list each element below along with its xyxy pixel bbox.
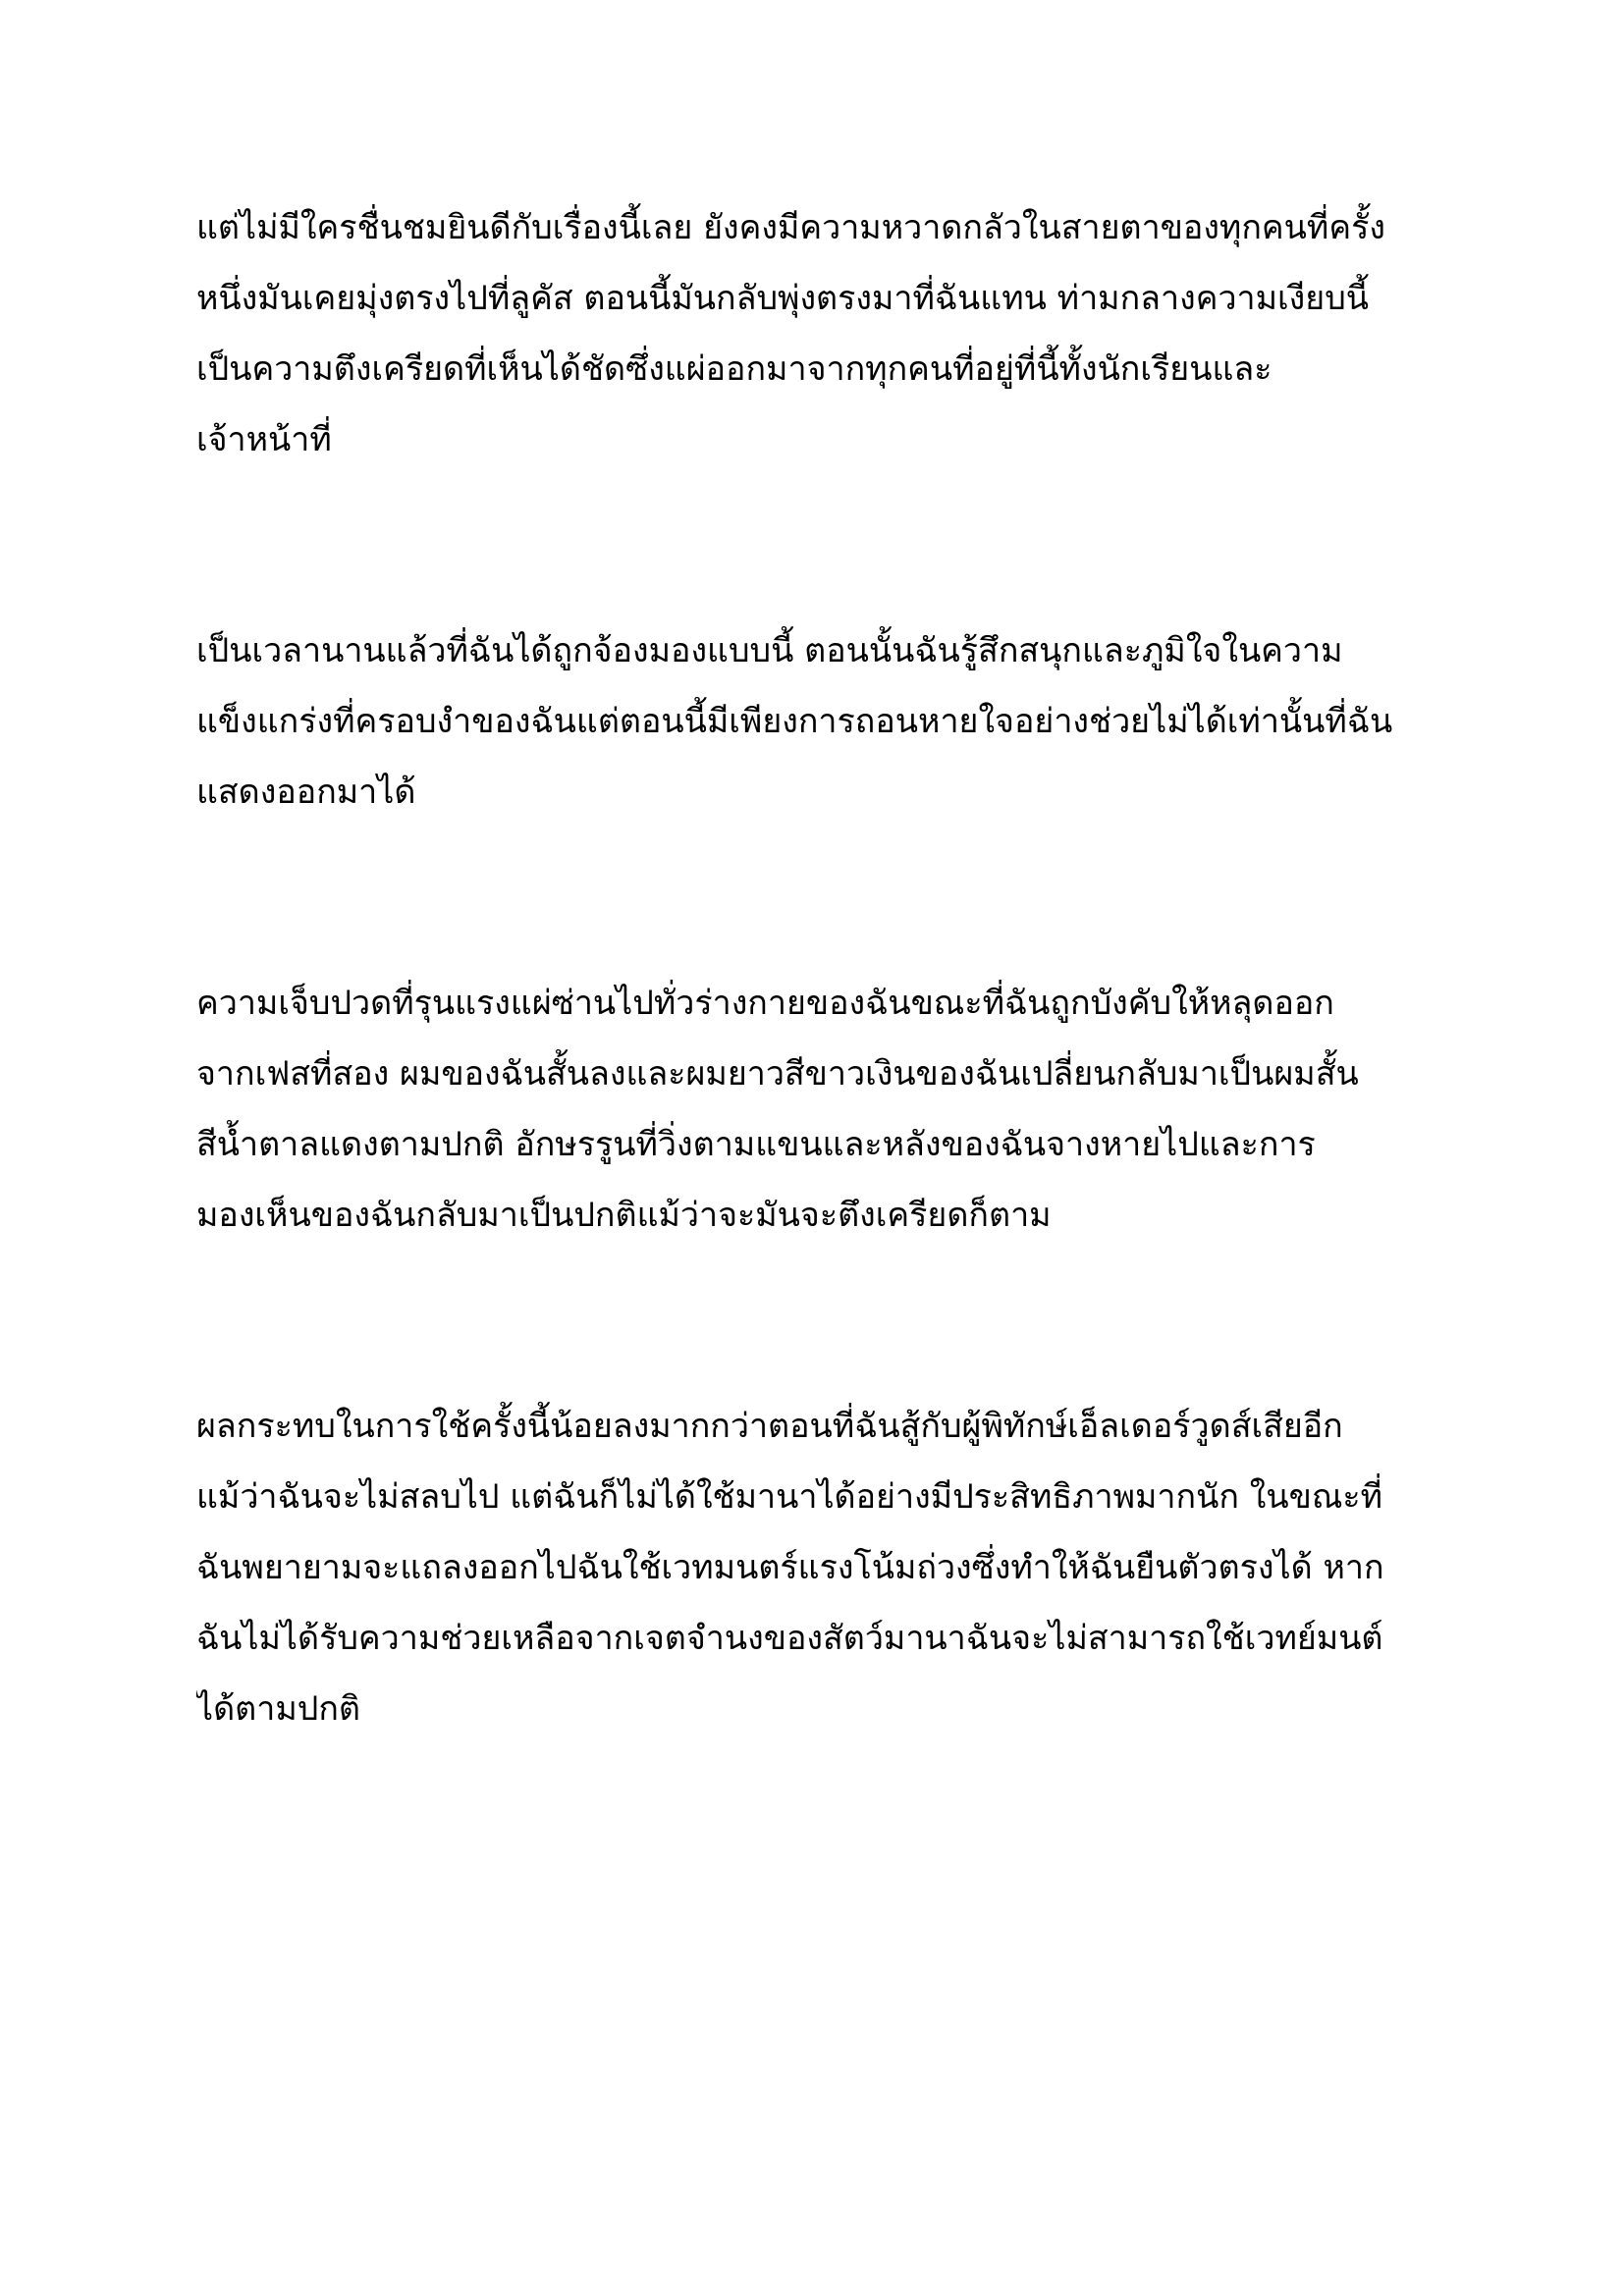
paragraph-line: แม้ว่าฉันจะไม่สลบไป แต่ฉันก็ไม่ได้ใช้มานาได้อย่างมีประสิทธิภาพมากนัก ในขณะที่ (196, 1477, 1383, 1517)
paragraph-line: แข็งแกร่งที่ครอบงำของฉันแต่ตอนนี้มีเพียงการถอนหายใจอย่างช่วยไม่ได้เท่านั้นที่ฉัน (196, 702, 1393, 741)
paragraph-line: แต่ไม่มีใครชื่นชมยินดีกับเรื่องนี้เลย ยังคงมีความหวาดกลัวในสายตาของทุกคนที่ครั้ง (196, 208, 1385, 247)
paragraph-line: แสดงออกมาได้ (196, 773, 416, 812)
paragraph-line: ความเจ็บปวดที่รุนแรงแผ่ซ่านไปทั่วร่างกายของฉันขณะที่ฉันถูกบังคับให้หลุดออก (196, 984, 1334, 1023)
paragraph-2 (196, 615, 1492, 828)
paragraph-line: หนึ่งมันเคยมุ่งตรงไปที่ลูคัส ตอนนี้มันกลับพุ่งตรงมาที่ฉันแทน ท่ามกลางความเงียบนี้ (196, 279, 1370, 318)
paragraph-line: เป็นความตึงเครียดที่เห็นได้ชัดซึ่งแผ่ออกมาจากทุกคนที่อยู่ที่นี้ทั้งนักเรียนและ (196, 349, 1272, 389)
paragraph-1 (196, 192, 1492, 475)
document-body (196, 192, 1492, 1744)
paragraph-spacer (196, 828, 1492, 968)
paragraph-line: ได้ตามปกติ (196, 1689, 361, 1729)
paragraph-3 (196, 968, 1492, 1251)
paragraph-4 (196, 1391, 1492, 1744)
paragraph-line: ฉันไม่ได้รับความช่วยเหลือจากเจตจำนงของสัตว์มานาฉันจะไม่สามารถใช้เวทย์มนต์ (196, 1619, 1383, 1658)
paragraph-line: ผลกระทบในการใช้ครั้งนี้น้อยลงมากกว่าตอนที่ฉันสู้กับผู้พิทักษ์เอ็ลเดอร์วูดส์เสียอีก (196, 1407, 1343, 1446)
paragraph-spacer (196, 1251, 1492, 1391)
paragraph-line: เจ้าหน้าที่ (196, 420, 332, 459)
paragraph-spacer (196, 475, 1492, 615)
paragraph-line: มองเห็นของฉันกลับมาเป็นปกติแม้ว่าจะมันจะตึงเครียดก็ตาม (196, 1196, 1052, 1235)
paragraph-line: จากเฟสที่สอง ผมของฉันสั้นลงและผมยาวสีขาวเงินของฉันเปลี่ยนกลับมาเป็นผมสั้น (196, 1054, 1359, 1094)
paragraph-line: ฉันพยายามจะแถลงออกไปฉันใช้เวทมนตร์แรงโน้มถ่วงซึ่งทำให้ฉันยืนตัวตรงได้ หาก (196, 1548, 1384, 1587)
paragraph-line: สีน้ำตาลแดงตามปกติ อักษรรูนที่วิ่งตามแขนและหลังของฉันจางหายไปและการ (196, 1125, 1316, 1164)
paragraph-line: เป็นเวลานานแล้วที่ฉันได้ถูกจ้องมองแบบนี้ ตอนนั้นฉันรู้สึกสนุกและภูมิใจในความ (196, 631, 1343, 670)
